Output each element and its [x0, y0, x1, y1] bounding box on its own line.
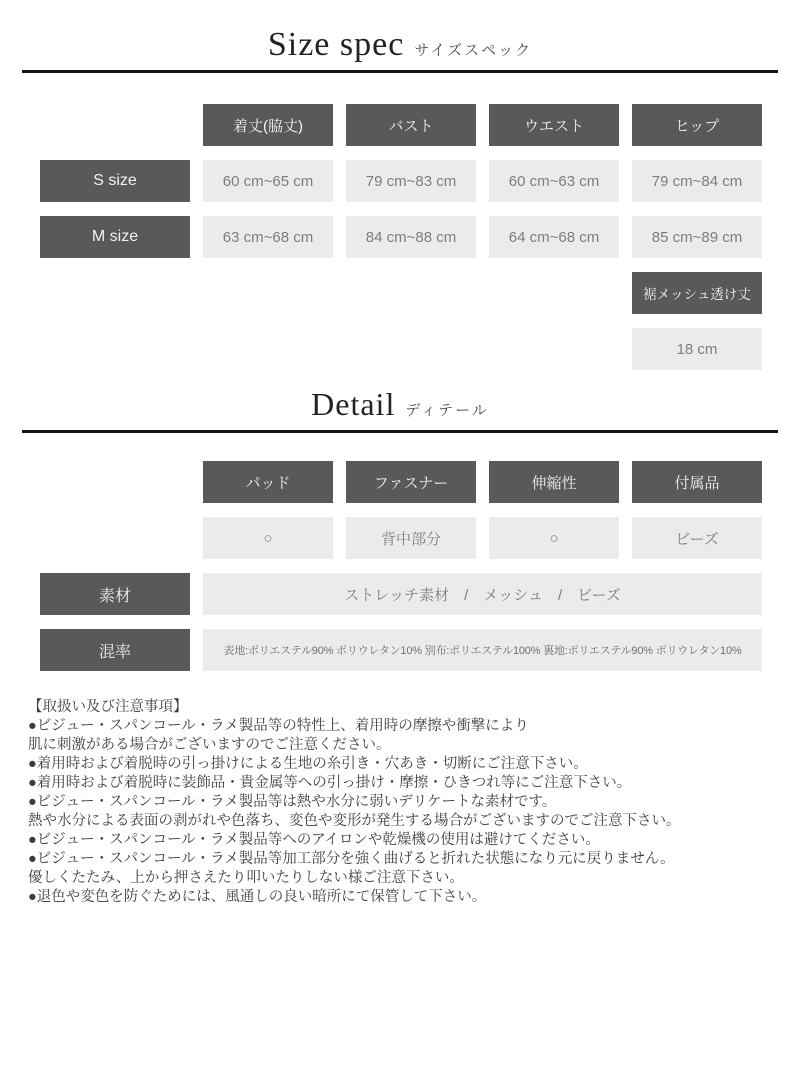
note-line: 熱や水分による表面の剥がれや色落ち、変色や変形が発生する場合がございますのでご注意下さい。 — [28, 813, 681, 829]
note-line: ●ビジュー・スパンコール・ラメ製品等へのアイロンや乾燥機の使用は避けてください。 — [28, 832, 600, 848]
column-header-hip: ヒップ — [632, 104, 762, 146]
cell-s-bust: 79 cm~83 cm — [346, 160, 476, 202]
cell-pad-value: ○ — [203, 517, 333, 559]
detail-title-ja: ディテール — [405, 403, 489, 419]
row-label-material: 素材 — [40, 573, 190, 615]
column-header-hem-mesh-length: 裾メッシュ透け丈 — [632, 272, 762, 314]
note-line: 優しくたたみ、上から押さえたり叩いたりしない様ご注意下さい。 — [28, 870, 464, 886]
note-line: ●着用時および着脱時の引っ掛けによる生地の糸引き・穴あき・切断にご注意下さい。 — [28, 756, 588, 772]
notes-heading: 【取扱い及び注意事項】 — [28, 699, 188, 715]
handling-notes — [28, 698, 770, 907]
cell-m-hip: 85 cm~89 cm — [632, 216, 762, 258]
size-spec-table — [40, 104, 762, 370]
note-line: ●ビジュー・スパンコール・ラメ製品等加工部分を強く曲げると折れた状態になり元に戻りません。 — [28, 851, 675, 867]
cell-s-hip: 79 cm~84 cm — [632, 160, 762, 202]
cell-accessory-value: ビーズ — [632, 517, 762, 559]
cell-fastener-value: 背中部分 — [346, 517, 476, 559]
row-label-m-size: M size — [40, 216, 190, 258]
cell-material-value: ストレッチ素材 / メッシュ / ビーズ — [203, 573, 762, 615]
column-header-bust: バスト — [346, 104, 476, 146]
column-header-length: 着丈(脇丈) — [203, 104, 333, 146]
cell-blend-value: 表地:ポリエステル90% ポリウレタン10% 別布:ポリエステル100% 裏地:ポリエステル90% ポリウレタン10% — [203, 629, 762, 671]
size-spec-title-ja: サイズスペック — [414, 43, 533, 59]
cell-hem-mesh-length: 18 cm — [632, 328, 762, 370]
column-header-pad: パッド — [203, 461, 333, 503]
column-header-waist: ウエスト — [489, 104, 619, 146]
cell-m-bust: 84 cm~88 cm — [346, 216, 476, 258]
note-line: 肌に刺激がある場合がございますのでご注意ください。 — [28, 737, 391, 753]
cell-s-length: 60 cm~65 cm — [203, 160, 333, 202]
note-line: ●ビジュー・スパンコール・ラメ製品等の特性上、着用時の摩擦や衝撃により — [28, 718, 529, 734]
cell-m-length: 63 cm~68 cm — [203, 216, 333, 258]
note-line: ●ビジュー・スパンコール・ラメ製品等は熱や水分に弱いデリケートな素材です。 — [28, 794, 557, 810]
divider-rule-detail — [22, 430, 778, 433]
detail-table — [40, 461, 762, 671]
column-header-fastener: ファスナー — [346, 461, 476, 503]
row-label-blend: 混率 — [40, 629, 190, 671]
size-spec-title — [0, 0, 800, 65]
column-header-stretch: 伸縮性 — [489, 461, 619, 503]
cell-stretch-value: ○ — [489, 517, 619, 559]
note-line: ●退色や変色を防ぐためには、風通しの良い暗所にて保管して下さい。 — [28, 889, 487, 905]
column-header-accessory: 付属品 — [632, 461, 762, 503]
cell-m-waist: 64 cm~68 cm — [489, 216, 619, 258]
detail-title-en: Detail — [311, 386, 396, 422]
detail-title — [0, 386, 800, 422]
size-spec-title-en: Size spec — [267, 26, 405, 63]
divider-rule-top — [22, 70, 778, 73]
note-line: ●着用時および着脱時に装飾品・貴金属等への引っ掛け・摩擦・ひきつれ等にご注意下さい。 — [28, 775, 632, 791]
row-label-s-size: S size — [40, 160, 190, 202]
cell-s-waist: 60 cm~63 cm — [489, 160, 619, 202]
